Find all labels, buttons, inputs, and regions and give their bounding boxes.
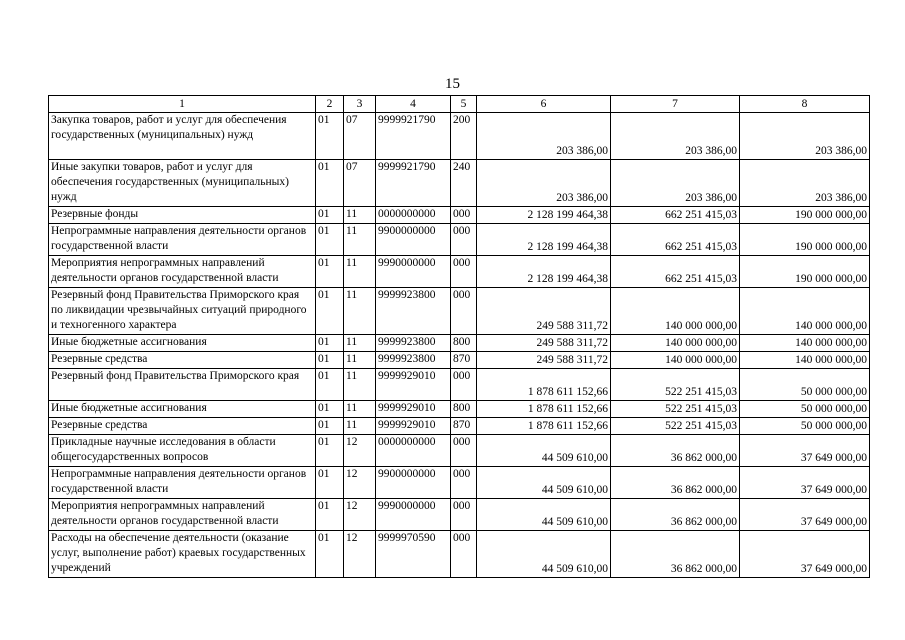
amount-col6-cell: 2 128 199 464,38 <box>477 207 611 224</box>
table-row <box>49 467 870 499</box>
amount-col8-cell: 190 000 000,00 <box>740 224 870 256</box>
amount-col6-cell: 44 509 610,00 <box>477 467 611 499</box>
subsection-code-cell: 07 <box>344 160 376 207</box>
amount-col7-cell: 203 386,00 <box>611 160 740 207</box>
amount-col6-cell: 203 386,00 <box>477 160 611 207</box>
expense-type-cell: 000 <box>451 369 477 401</box>
amount-col6-cell: 249 588 311,72 <box>477 288 611 335</box>
target-article-cell: 0000000000 <box>376 207 451 224</box>
target-article-cell: 9999929010 <box>376 418 451 435</box>
subsection-code-cell: 11 <box>344 369 376 401</box>
header-cell: 3 <box>344 96 376 113</box>
table-row <box>49 401 870 418</box>
target-article-cell: 9990000000 <box>376 256 451 288</box>
header-cell: 1 <box>49 96 316 113</box>
amount-col8-cell: 140 000 000,00 <box>740 352 870 369</box>
section-code-cell: 01 <box>316 256 344 288</box>
expense-type-cell: 870 <box>451 418 477 435</box>
target-article-cell: 9990000000 <box>376 499 451 531</box>
header-cell: 7 <box>611 96 740 113</box>
target-article-cell: 0000000000 <box>376 435 451 467</box>
amount-col7-cell: 662 251 415,03 <box>611 207 740 224</box>
section-code-cell: 01 <box>316 288 344 335</box>
amount-col8-cell: 37 649 000,00 <box>740 499 870 531</box>
amount-col8-cell: 203 386,00 <box>740 160 870 207</box>
table-row <box>49 499 870 531</box>
subsection-code-cell: 12 <box>344 531 376 578</box>
amount-col7-cell: 522 251 415,03 <box>611 418 740 435</box>
amount-col6-cell: 2 128 199 464,38 <box>477 256 611 288</box>
subsection-code-cell: 11 <box>344 418 376 435</box>
section-code-cell: 01 <box>316 207 344 224</box>
section-code-cell: 01 <box>316 531 344 578</box>
amount-col7-cell: 522 251 415,03 <box>611 369 740 401</box>
row-name-cell: Непрограммные направления деятельности органов государственной власти <box>49 467 316 499</box>
expense-type-cell: 870 <box>451 352 477 369</box>
expense-type-cell: 800 <box>451 401 477 418</box>
expense-type-cell: 200 <box>451 113 477 160</box>
row-name-cell: Иные бюджетные ассигнования <box>49 401 316 418</box>
section-code-cell: 01 <box>316 401 344 418</box>
row-name-cell: Резервный фонд Правительства Приморского края <box>49 369 316 401</box>
amount-col8-cell: 140 000 000,00 <box>740 335 870 352</box>
expense-type-cell: 000 <box>451 288 477 335</box>
table-row <box>49 224 870 256</box>
table-row <box>49 335 870 352</box>
amount-col7-cell: 662 251 415,03 <box>611 224 740 256</box>
amount-col8-cell: 37 649 000,00 <box>740 435 870 467</box>
header-row <box>49 96 870 113</box>
section-code-cell: 01 <box>316 435 344 467</box>
target-article-cell: 9999929010 <box>376 369 451 401</box>
section-code-cell: 01 <box>316 224 344 256</box>
section-code-cell: 01 <box>316 369 344 401</box>
amount-col8-cell: 50 000 000,00 <box>740 401 870 418</box>
row-name-cell: Непрограммные направления деятельности органов государственной власти <box>49 224 316 256</box>
amount-col7-cell: 36 862 000,00 <box>611 499 740 531</box>
subsection-code-cell: 11 <box>344 256 376 288</box>
subsection-code-cell: 11 <box>344 352 376 369</box>
expense-type-cell: 000 <box>451 467 477 499</box>
table-row <box>49 435 870 467</box>
section-code-cell: 01 <box>316 467 344 499</box>
amount-col8-cell: 50 000 000,00 <box>740 369 870 401</box>
target-article-cell: 9999921790 <box>376 113 451 160</box>
table-row <box>49 369 870 401</box>
row-name-cell: Иные закупки товаров, работ и услуг для обеспечения государственных (муниципальных) нужд <box>49 160 316 207</box>
target-article-cell: 9999923800 <box>376 288 451 335</box>
target-article-cell: 9999923800 <box>376 352 451 369</box>
amount-col6-cell: 249 588 311,72 <box>477 352 611 369</box>
header-cell: 5 <box>451 96 477 113</box>
expense-type-cell: 000 <box>451 499 477 531</box>
section-code-cell: 01 <box>316 160 344 207</box>
amount-col6-cell: 1 878 611 152,66 <box>477 401 611 418</box>
subsection-code-cell: 11 <box>344 224 376 256</box>
row-name-cell: Резервные фонды <box>49 207 316 224</box>
row-name-cell: Иные бюджетные ассигнования <box>49 335 316 352</box>
row-name-cell: Резервные средства <box>49 352 316 369</box>
table-row <box>49 207 870 224</box>
table-row <box>49 531 870 578</box>
row-name-cell: Расходы на обеспечение деятельности (оказание услуг, выполнение работ) краевых государственных учреждений <box>49 531 316 578</box>
expense-type-cell: 000 <box>451 207 477 224</box>
row-name-cell: Мероприятия непрограммных направлений деятельности органов государственной власти <box>49 499 316 531</box>
target-article-cell: 9900000000 <box>376 467 451 499</box>
amount-col6-cell: 203 386,00 <box>477 113 611 160</box>
header-cell: 8 <box>740 96 870 113</box>
subsection-code-cell: 11 <box>344 288 376 335</box>
section-code-cell: 01 <box>316 499 344 531</box>
header-cell: 2 <box>316 96 344 113</box>
subsection-code-cell: 11 <box>344 207 376 224</box>
amount-col8-cell: 190 000 000,00 <box>740 207 870 224</box>
amount-col6-cell: 2 128 199 464,38 <box>477 224 611 256</box>
amount-col8-cell: 140 000 000,00 <box>740 288 870 335</box>
amount-col7-cell: 140 000 000,00 <box>611 352 740 369</box>
expense-type-cell: 800 <box>451 335 477 352</box>
expense-type-cell: 000 <box>451 224 477 256</box>
amount-col6-cell: 1 878 611 152,66 <box>477 418 611 435</box>
amount-col8-cell: 37 649 000,00 <box>740 467 870 499</box>
row-name-cell: Прикладные научные исследования в области общегосударственных вопросов <box>49 435 316 467</box>
target-article-cell: 9999929010 <box>376 401 451 418</box>
section-code-cell: 01 <box>316 335 344 352</box>
section-code-cell: 01 <box>316 113 344 160</box>
target-article-cell: 9900000000 <box>376 224 451 256</box>
amount-col7-cell: 203 386,00 <box>611 113 740 160</box>
section-code-cell: 01 <box>316 418 344 435</box>
target-article-cell: 9999970590 <box>376 531 451 578</box>
amount-col7-cell: 140 000 000,00 <box>611 288 740 335</box>
row-name-cell: Мероприятия непрограммных направлений деятельности органов государственной власти <box>49 256 316 288</box>
table-row <box>49 113 870 160</box>
amount-col7-cell: 522 251 415,03 <box>611 401 740 418</box>
table-row <box>49 160 870 207</box>
expense-type-cell: 000 <box>451 531 477 578</box>
subsection-code-cell: 12 <box>344 467 376 499</box>
header-cell: 4 <box>376 96 451 113</box>
row-name-cell: Закупка товаров, работ и услуг для обеспечения государственных (муниципальных) нужд <box>49 113 316 160</box>
amount-col7-cell: 36 862 000,00 <box>611 531 740 578</box>
target-article-cell: 9999923800 <box>376 335 451 352</box>
subsection-code-cell: 11 <box>344 335 376 352</box>
header-cell: 6 <box>477 96 611 113</box>
amount-col7-cell: 36 862 000,00 <box>611 467 740 499</box>
expense-type-cell: 000 <box>451 435 477 467</box>
amount-col6-cell: 1 878 611 152,66 <box>477 369 611 401</box>
section-code-cell: 01 <box>316 352 344 369</box>
amount-col8-cell: 37 649 000,00 <box>740 531 870 578</box>
subsection-code-cell: 11 <box>344 401 376 418</box>
amount-col8-cell: 50 000 000,00 <box>740 418 870 435</box>
amount-col8-cell: 190 000 000,00 <box>740 256 870 288</box>
table-row <box>49 256 870 288</box>
amount-col6-cell: 44 509 610,00 <box>477 499 611 531</box>
budget-table <box>48 95 870 578</box>
table-row <box>49 418 870 435</box>
row-name-cell: Резервные средства <box>49 418 316 435</box>
amount-col8-cell: 203 386,00 <box>740 113 870 160</box>
amount-col7-cell: 36 862 000,00 <box>611 435 740 467</box>
row-name-cell: Резервный фонд Правительства Приморского края по ликвидации чрезвычайных ситуаций природного и техногенного характера <box>49 288 316 335</box>
subsection-code-cell: 12 <box>344 435 376 467</box>
expense-type-cell: 000 <box>451 256 477 288</box>
target-article-cell: 9999921790 <box>376 160 451 207</box>
subsection-code-cell: 07 <box>344 113 376 160</box>
page-number: 15 <box>445 76 460 92</box>
amount-col6-cell: 249 588 311,72 <box>477 335 611 352</box>
amount-col6-cell: 44 509 610,00 <box>477 435 611 467</box>
amount-col6-cell: 44 509 610,00 <box>477 531 611 578</box>
amount-col7-cell: 662 251 415,03 <box>611 256 740 288</box>
table-row <box>49 352 870 369</box>
expense-type-cell: 240 <box>451 160 477 207</box>
table-row <box>49 288 870 335</box>
amount-col7-cell: 140 000 000,00 <box>611 335 740 352</box>
subsection-code-cell: 12 <box>344 499 376 531</box>
